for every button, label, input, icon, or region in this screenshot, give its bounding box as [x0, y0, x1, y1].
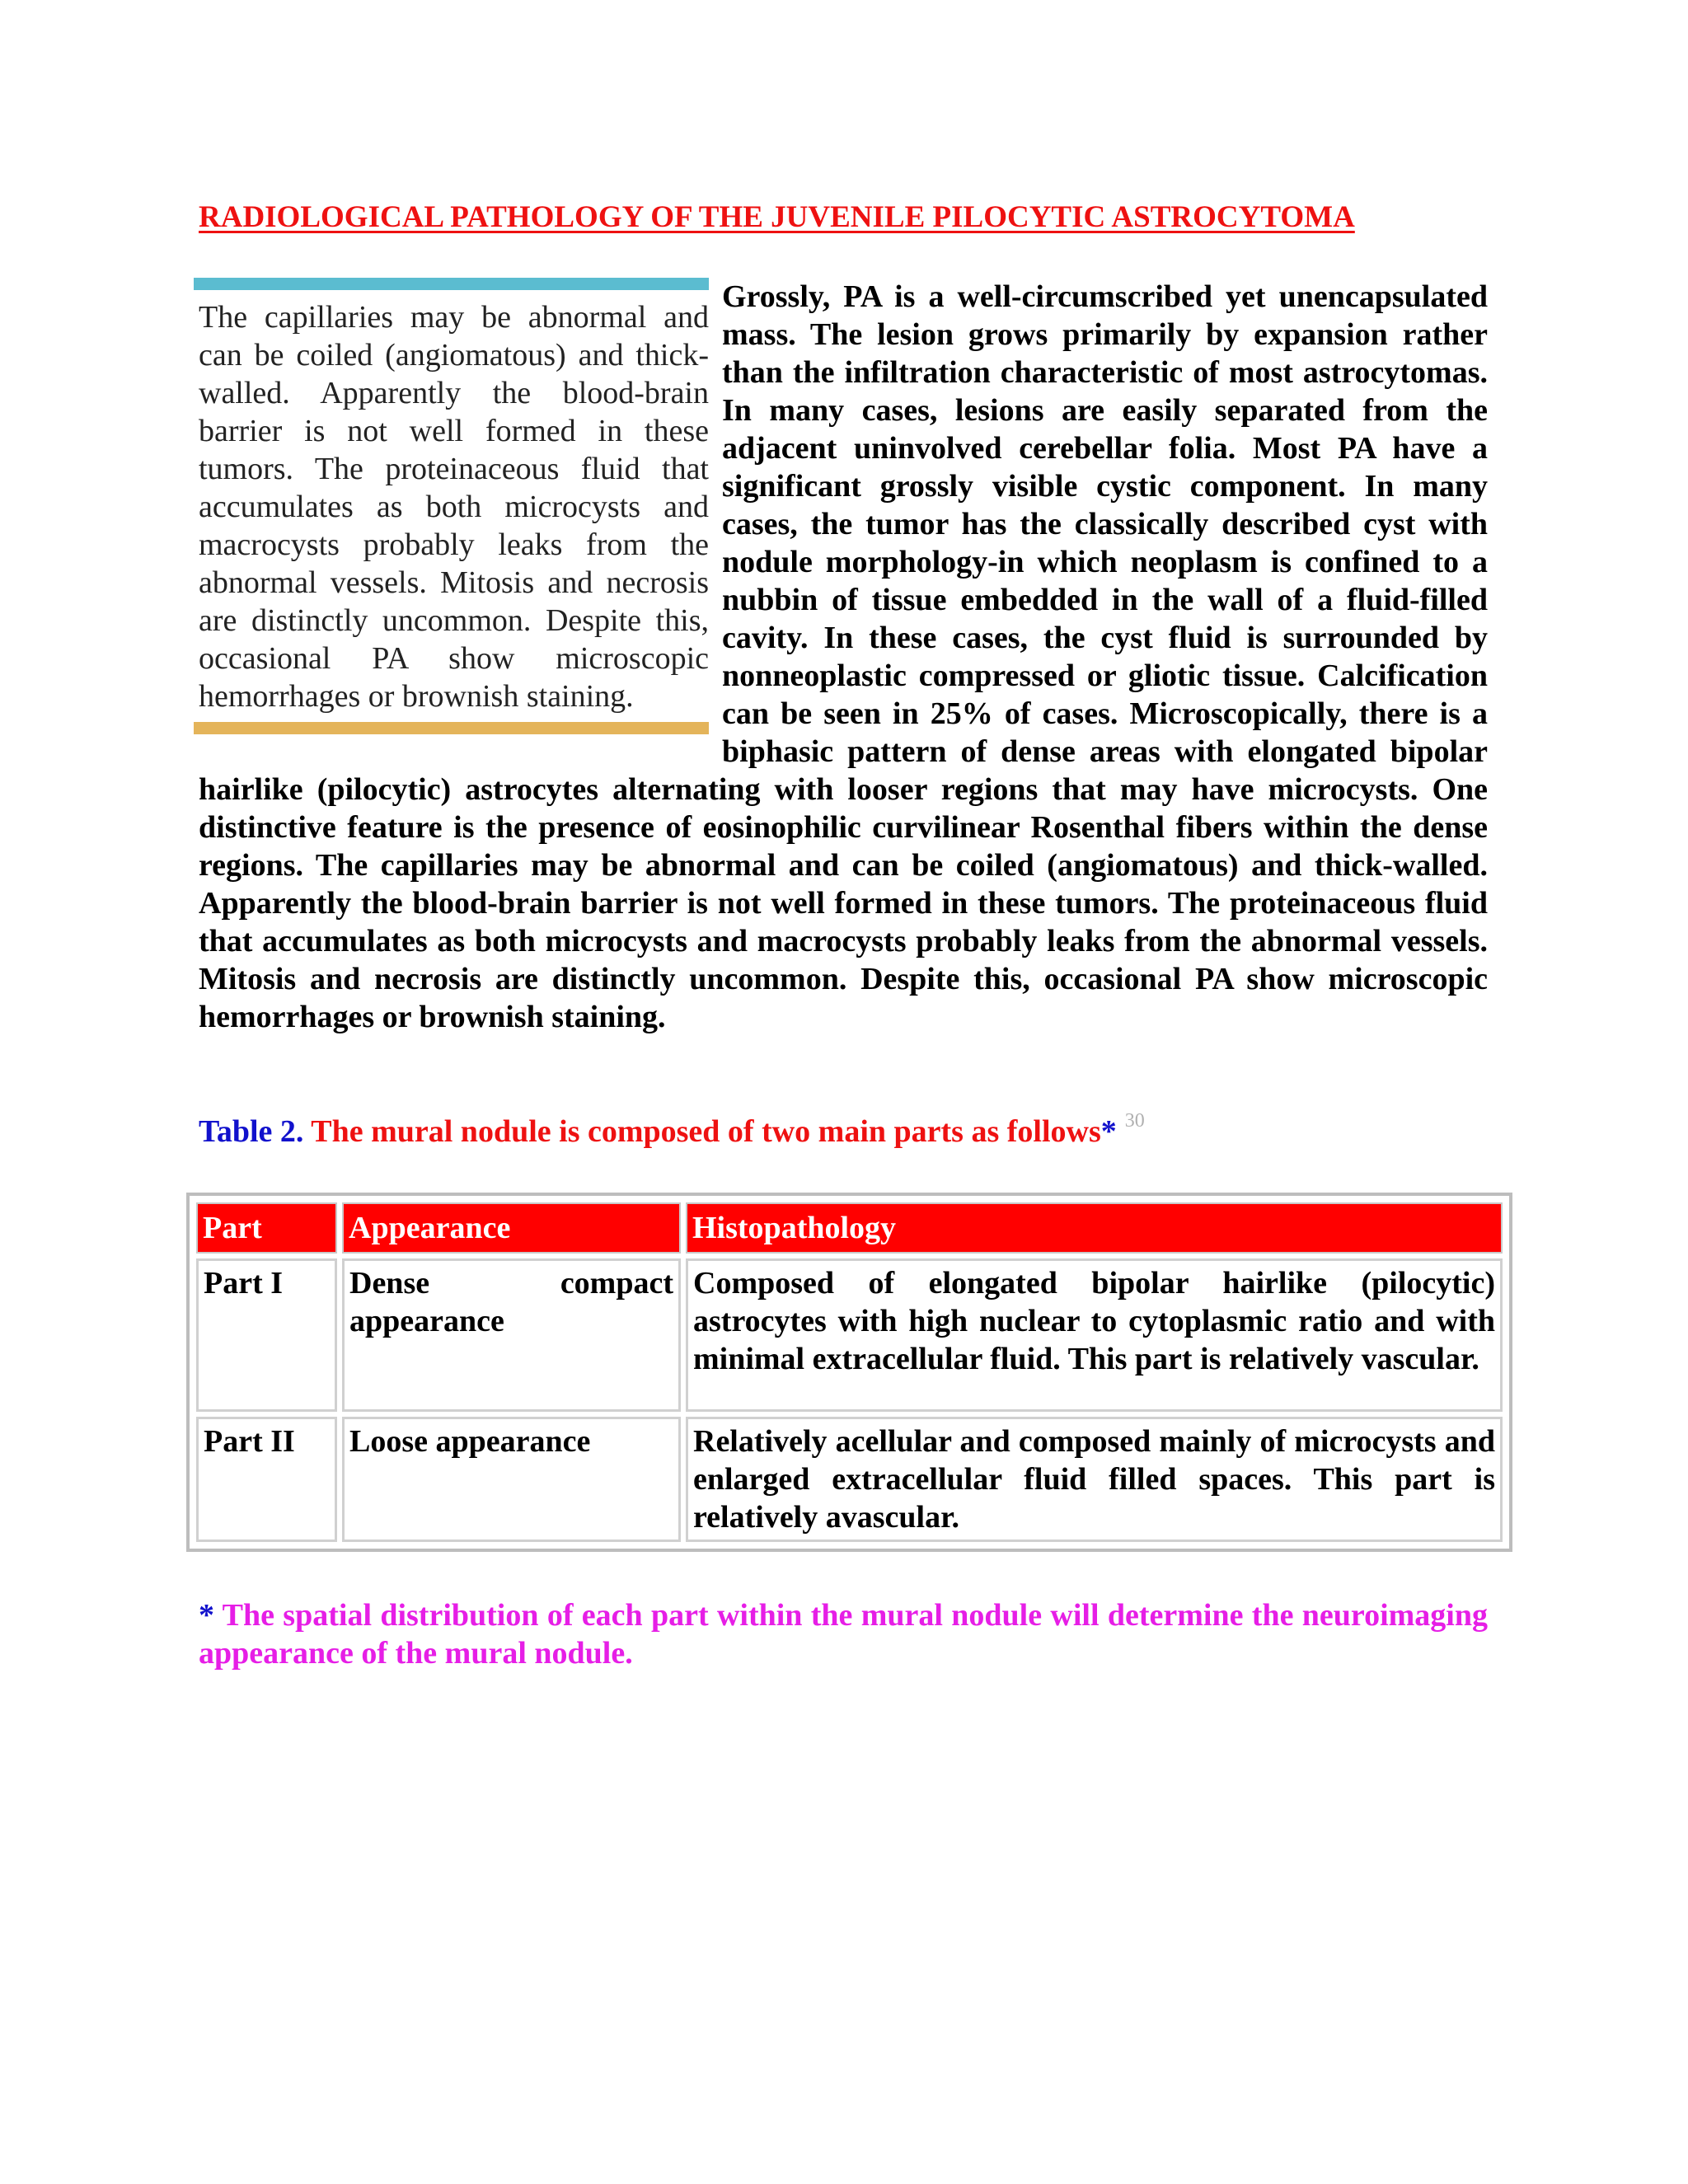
footnote	[199, 1596, 1488, 1672]
cell-histopathology: Relatively acellular and composed mainly of microcysts and enlarged extracellular fluid filled spaces. This part is relatively avascular.	[686, 1417, 1503, 1542]
cell-appearance: Loose appearance	[342, 1417, 681, 1542]
footnote-asterisk: *	[199, 1598, 214, 1633]
pull-quote-text: The capillaries may be abnormal and can be coiled (angiomatous) and thick-walled. Apparently the blood-brain barrier is not well formed in these tumors. The proteinaceous fluid that accumulates as both microcysts and macrocysts probably leaks from the abnormal vessels. Mitosis and necrosis are distinctly uncommon. Despite this, occasional PA show microscopic hemorrhages or brownish staining.	[199, 300, 709, 714]
column-header-appearance: Appearance	[342, 1202, 681, 1254]
pull-quote	[194, 278, 709, 734]
table-row	[196, 1417, 1503, 1542]
table-caption	[199, 1110, 1517, 1150]
table-caption-label: Table 2.	[199, 1114, 304, 1149]
table-header-row	[196, 1202, 1503, 1254]
table-caption-reference: 30	[1124, 1110, 1145, 1132]
cell-part: Part II	[196, 1417, 337, 1542]
cell-part: Part I	[196, 1258, 337, 1412]
page-title: RADIOLOGICAL PATHOLOGY OF THE JUVENILE PILOCYTIC ASTROCYTOMA	[199, 200, 1355, 234]
column-header-histopathology: Histopathology	[686, 1202, 1503, 1254]
mural-nodule-table	[186, 1193, 1512, 1552]
footnote-text: The spatial distribution of each part within the mural nodule will determine the neuroimaging appearance of the mural nodule.	[199, 1598, 1488, 1671]
table-caption-text: The mural nodule is composed of two main parts as follows	[311, 1114, 1101, 1149]
pull-quote-top-bar	[194, 278, 709, 290]
column-header-part: Part	[196, 1202, 337, 1254]
table-caption-asterisk: *	[1100, 1114, 1117, 1149]
cell-histopathology: Composed of elongated bipolar hairlike (pilocytic) astrocytes with high nuclear to cytoplasmic ratio and with minimal extracellular fluid. This part is relatively vascular.	[686, 1258, 1503, 1412]
body-paragraph: Grossly, PA is a well-circumscribed yet unencapsulated mass. The lesion grows primarily by expansion rather than the infiltration characteristic of most astrocytomas. In many cases, lesions are easily separated from the adjacent uninvolved cerebellar folia. Most PA have a significant grossly visible cystic component. In many cases, the tumor has the classically described cyst with nodule morphology-in which neoplasm is confined to a nubbin of tissue embedded in the wall of a fluid-filled cavity. In these cases, the cyst fluid is surrounded by nonneoplastic compressed or gliotic tissue. Calcification can be seen in 25% of cases. Microscopically, there is a biphasic pattern of dense areas with elongated bipolar hairlike (pilocytic) astrocytes alternating with looser regions that may have microcysts. One distinctive feature is the presence of eosinophilic curvilinear Rosenthal fibers within the dense regions. The capillaries may be abnormal and can be coiled (angiomatous) and thick-walled. Apparently the blood-brain barrier is not well formed in these tumors. The proteinaceous fluid that accumulates as both microcysts and macrocysts probably leaks from the abnormal vessels. Mitosis and necrosis are distinctly uncommon. Despite this, occasional PA show microscopic hemorrhages or brownish staining.	[199, 279, 1488, 1034]
data-table	[191, 1197, 1507, 1547]
pull-quote-bottom-bar	[194, 722, 709, 734]
cell-appearance: Dense compact appearance	[342, 1258, 681, 1412]
table-row	[196, 1258, 1503, 1412]
body-section	[199, 278, 1488, 1036]
